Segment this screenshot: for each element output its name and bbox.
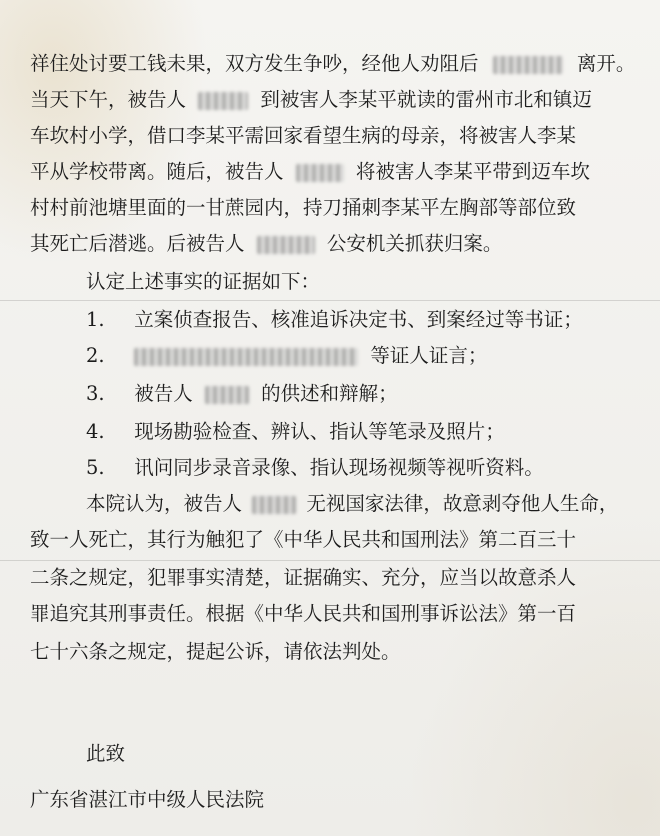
text-line: 二条之规定，犯罪事实清楚，证据确实、充分，应当以故意杀人 bbox=[30, 566, 577, 589]
text-segment: 到被害人李某平就读的雷州市北和镇迈 bbox=[260, 88, 592, 111]
text-segment: 无视国家法律，故意剥夺他人生命， bbox=[306, 492, 619, 515]
item-number: 1. bbox=[86, 308, 105, 331]
item-text: 讯问同步录音录像、指认现场视频等视听资料。 bbox=[134, 456, 544, 479]
text-line: 车坎村小学，借口李某平需回家看望生病的母亲，将被害人李某 bbox=[30, 124, 577, 147]
text-segment: 公安机关抓获归案。 bbox=[326, 232, 503, 255]
item-text: 立案侦查报告、核准追诉决定书、到案经过等书证； bbox=[134, 308, 583, 331]
text-segment: 其死亡后潜逃。后被告人 bbox=[30, 232, 245, 255]
paper-fold bbox=[0, 560, 660, 561]
evidence-item bbox=[86, 420, 505, 444]
item-text: 现场勘验检查、辨认、指认等笔录及照片； bbox=[134, 420, 505, 443]
redacted-name bbox=[493, 56, 563, 74]
text-line: 村村前池塘里面的一甘蔗园内，持刀捅刺李某平左胸部等部位致 bbox=[30, 196, 577, 219]
text-segment: 将被害人李某平带到迈车坎 bbox=[355, 160, 590, 183]
text-line bbox=[86, 492, 618, 516]
redacted-name bbox=[205, 386, 249, 404]
text-line bbox=[30, 160, 590, 184]
item-number: 4. bbox=[86, 420, 105, 443]
text-line: 罪追究其刑事责任。根据《中华人民共和国刑事诉讼法》第一百 bbox=[30, 602, 577, 625]
item-text: 的供述和辩解； bbox=[261, 382, 398, 405]
evidence-item bbox=[86, 382, 398, 406]
paper-fold bbox=[0, 300, 660, 301]
redacted-name bbox=[198, 92, 248, 110]
text-line bbox=[30, 88, 592, 112]
evidence-item bbox=[86, 308, 583, 332]
recipient-court: 广东省湛江市中级人民法院 bbox=[30, 788, 265, 811]
item-number: 3. bbox=[86, 382, 105, 405]
text-segment: 当天下午，被告人 bbox=[30, 88, 187, 111]
text-line: 致一人死亡，其行为触犯了《中华人民共和国刑法》第二百三十 bbox=[30, 528, 577, 551]
text-line bbox=[30, 52, 635, 76]
item-number: 5. bbox=[86, 456, 105, 479]
text-segment: 离开。 bbox=[576, 52, 636, 75]
text-line: 七十六条之规定，提起公诉，请依法判处。 bbox=[30, 640, 401, 663]
text-segment: 平从学校带离。随后，被告人 bbox=[30, 160, 284, 183]
item-number: 2. bbox=[86, 344, 105, 367]
closing-salutation: 此致 bbox=[86, 742, 126, 765]
redacted-name bbox=[257, 236, 315, 254]
item-text: 被告人 bbox=[134, 382, 193, 405]
evidence-item bbox=[86, 456, 544, 480]
evidence-item bbox=[86, 344, 487, 368]
text-line bbox=[30, 232, 502, 256]
redacted-name bbox=[252, 496, 296, 514]
evidence-intro: 认定上述事实的证据如下： bbox=[86, 270, 321, 293]
text-segment: 本院认为，被告人 bbox=[86, 492, 243, 515]
item-text: 等证人证言； bbox=[370, 344, 488, 367]
text-segment: 祥住处讨要工钱未果，双方发生争吵，经他人劝阻后 bbox=[30, 52, 479, 75]
redacted-name bbox=[296, 164, 344, 182]
redacted-names bbox=[134, 348, 358, 366]
